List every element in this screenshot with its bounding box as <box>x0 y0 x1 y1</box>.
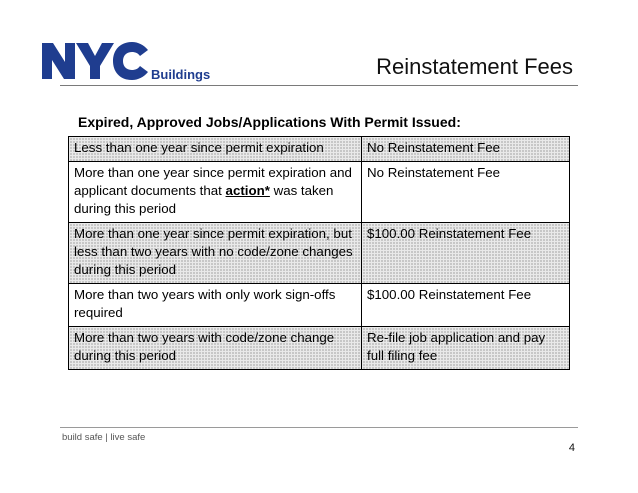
fee-cell: No Reinstatement Fee <box>362 137 570 162</box>
table-heading: Expired, Approved Jobs/Applications With Permit Issued: <box>78 114 461 130</box>
reinstatement-fees-table <box>68 136 570 370</box>
tagline-left: build safe <box>62 432 103 443</box>
header-divider <box>60 85 578 86</box>
condition-text: More than one year since permit expiration and applicant documents that <box>74 165 352 198</box>
fee-cell: $100.00 Reinstatement Fee <box>362 223 570 284</box>
table-row <box>69 327 570 370</box>
fee-cell: Re-file job application and pay full filing fee <box>362 327 570 370</box>
action-emphasis: action* <box>225 183 270 198</box>
nyc-buildings-logo <box>40 38 220 83</box>
condition-cell: Less than one year since permit expiration <box>69 137 362 162</box>
table-row <box>69 162 570 223</box>
logo-subtext: Buildings <box>151 67 211 82</box>
tagline-right: live safe <box>110 432 146 443</box>
page-number: 4 <box>568 442 575 454</box>
condition-cell: More than two years with only work sign-offs required <box>69 284 362 327</box>
footer-divider <box>60 427 578 428</box>
table-row <box>69 137 570 162</box>
table-row <box>69 223 570 284</box>
tagline-separator: | <box>102 432 111 443</box>
condition-cell <box>69 162 362 223</box>
fee-cell: No Reinstatement Fee <box>362 162 570 223</box>
slide-title: Reinstatement Fees <box>376 54 573 79</box>
condition-cell: More than one year since permit expiration, but less than two years with no code/zone changes during this period <box>69 223 362 284</box>
condition-cell: More than two years with code/zone change during this period <box>69 327 362 370</box>
table-row <box>69 284 570 327</box>
fee-cell: $100.00 Reinstatement Fee <box>362 284 570 327</box>
condition-text: was taken during this period <box>74 183 334 216</box>
footer-tagline <box>62 432 145 443</box>
